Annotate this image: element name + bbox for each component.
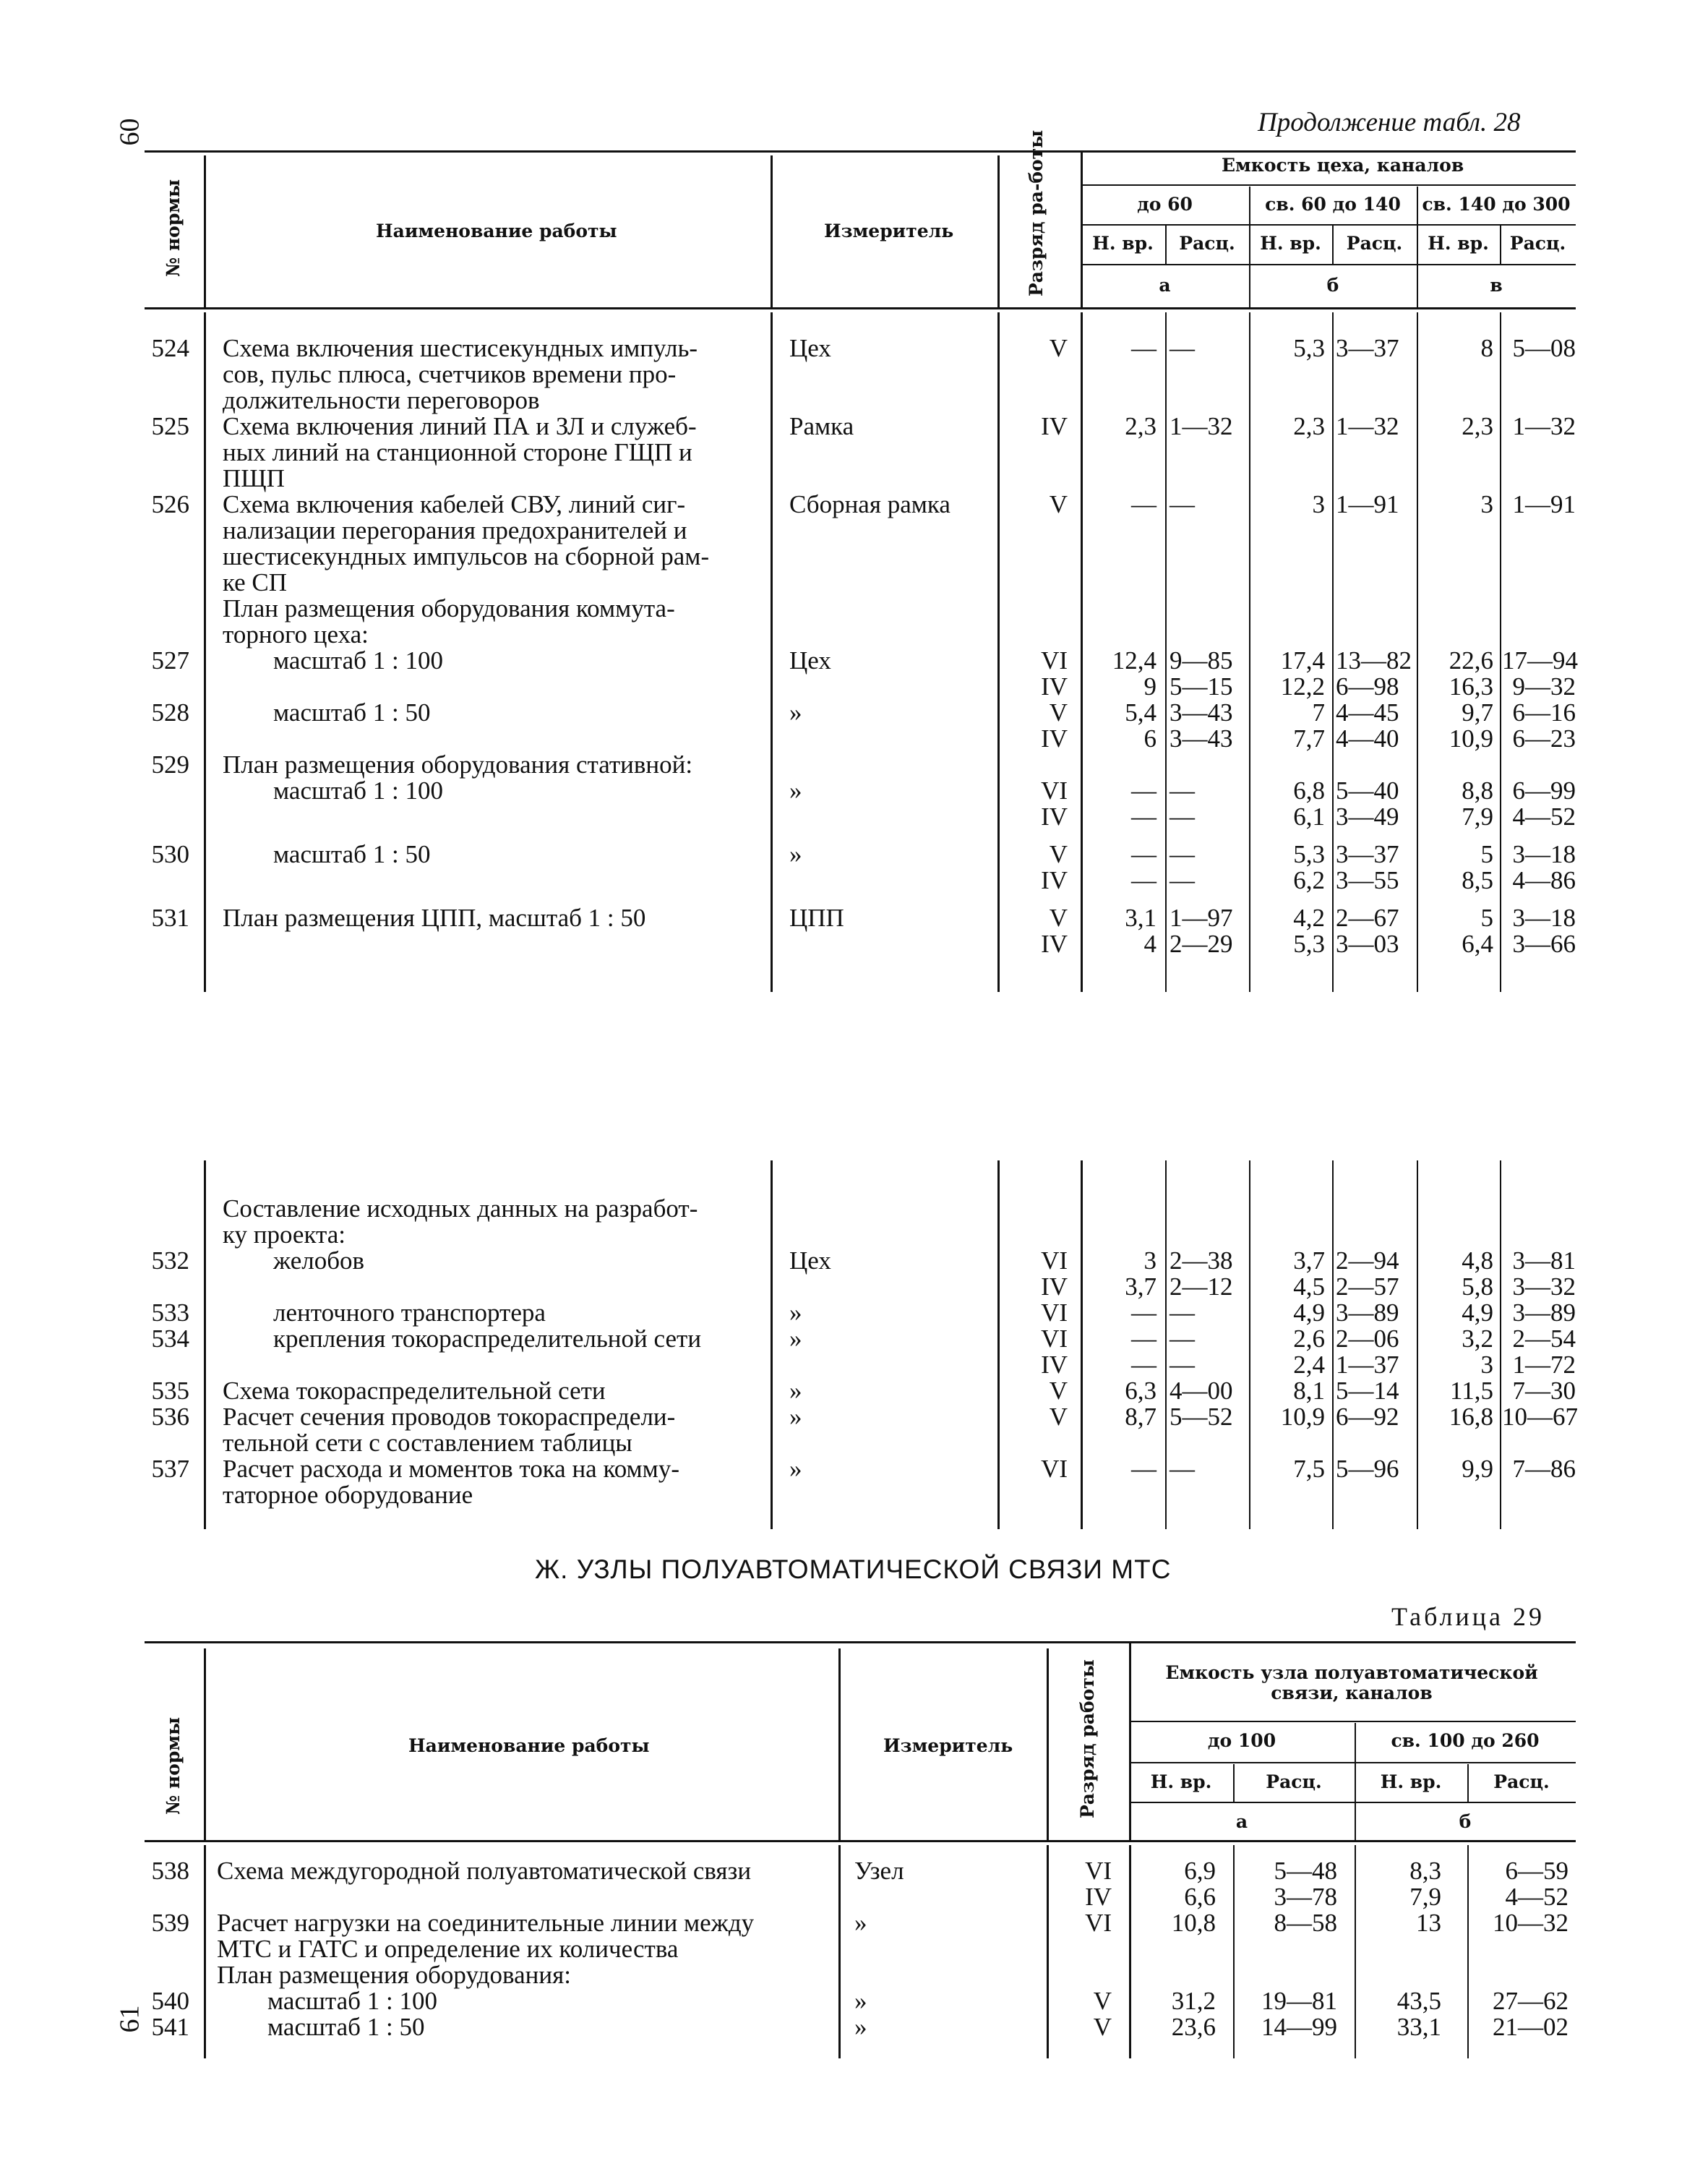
- c-rate-cell: 10—67: [1502, 1403, 1578, 1431]
- b-rate-cell: 6—98: [1336, 672, 1399, 701]
- norm-number: 530: [151, 840, 189, 868]
- b-rate-cell: 5—96: [1336, 1455, 1399, 1483]
- grade-cell: IV: [1041, 412, 1068, 440]
- subgroup-v-header: в: [1490, 275, 1503, 296]
- unit-cell: Сборная рамка: [789, 490, 950, 518]
- work-name: ке СП: [223, 568, 288, 596]
- c-time-cell: 8: [1480, 334, 1493, 362]
- a-rate-cell: —: [1170, 1351, 1195, 1379]
- norm-number: 541: [151, 2013, 189, 2041]
- work-name: торного цеха:: [223, 620, 369, 649]
- c-rate-cell: 3—89: [1512, 1299, 1576, 1327]
- b-time-cell: 8,3: [1409, 1857, 1441, 1885]
- b-rate-cell: 4—45: [1336, 698, 1399, 727]
- grade-cell: V: [1049, 904, 1068, 932]
- c-rate-cell: 1—72: [1512, 1351, 1576, 1379]
- a-rate-cell: 5—15: [1170, 672, 1233, 701]
- a-time-cell: —: [1131, 777, 1156, 805]
- grade-cell: VI: [1041, 1325, 1068, 1353]
- capacity-header: Емкость узла полуавтоматической связи, каналов: [1165, 1662, 1538, 1703]
- a-rate-cell: 1—97: [1170, 904, 1233, 932]
- b-rate-cell: 4—40: [1336, 724, 1399, 753]
- a-rate-cell: 3—43: [1170, 724, 1233, 753]
- work-name: Схема междугородной полуавтоматической связи: [217, 1857, 752, 1885]
- group-header-1: до 100: [1207, 1730, 1276, 1751]
- rasc-header: Расц.: [1493, 1771, 1550, 1792]
- unit-cell: »: [789, 840, 802, 868]
- c-time-cell: 10,9: [1449, 724, 1493, 753]
- a-time-cell: 10,8: [1171, 1909, 1216, 1937]
- a-time-cell: 2,3: [1125, 412, 1156, 440]
- grade-cell: V: [1049, 698, 1068, 727]
- b-rate-cell: 2—57: [1336, 1272, 1399, 1301]
- c-time-cell: 8,8: [1462, 777, 1493, 805]
- grade-cell: IV: [1041, 724, 1068, 753]
- work-name: масштаб 1 : 50: [273, 840, 431, 868]
- b-rate-cell: 4—52: [1505, 1883, 1568, 1911]
- b-time-cell: 10,9: [1280, 1403, 1325, 1431]
- unit-cell: »: [789, 1299, 802, 1327]
- c-rate-cell: 5—08: [1512, 334, 1576, 362]
- grade-cell: IV: [1041, 1351, 1068, 1379]
- work-name: крепления токораспределительной сети: [273, 1325, 702, 1353]
- norm-number: 532: [151, 1246, 189, 1275]
- subgroup-b-header: б: [1326, 275, 1339, 296]
- grade-cell: V: [1093, 1987, 1112, 2015]
- c-time-cell: 2,3: [1462, 412, 1493, 440]
- unit-cell: »: [789, 1377, 802, 1405]
- grade-cell: V: [1049, 840, 1068, 868]
- a-time-cell: 6,3: [1125, 1377, 1156, 1405]
- norm-number: 533: [151, 1299, 189, 1327]
- b-time-cell: 4,5: [1293, 1272, 1325, 1301]
- a-time-cell: 31,2: [1171, 1987, 1216, 2015]
- b-rate-cell: 3—49: [1336, 803, 1399, 831]
- c-rate-cell: 17—94: [1502, 646, 1578, 675]
- b-time-cell: 6,1: [1293, 803, 1325, 831]
- col-grade-header: Разряд работы: [1077, 1659, 1098, 1818]
- work-name: Расчет расхода и моментов тока на комму-: [223, 1455, 679, 1483]
- rasc-header: Расц.: [1266, 1771, 1322, 1792]
- a-time-cell: 9: [1143, 672, 1156, 701]
- grade-cell: VI: [1085, 1857, 1112, 1885]
- b-time-cell: 8,1: [1293, 1377, 1325, 1405]
- a-time-cell: 6: [1143, 724, 1156, 753]
- b-time-cell: 2,3: [1293, 412, 1325, 440]
- c-time-cell: 16,8: [1449, 1403, 1493, 1431]
- work-name: План размещения ЦПП, масштаб 1 : 50: [223, 904, 646, 932]
- unit-cell: Узел: [854, 1857, 904, 1885]
- unit-cell: »: [854, 2013, 867, 2041]
- c-time-cell: 9,9: [1462, 1455, 1493, 1483]
- a-time-cell: —: [1131, 1325, 1156, 1353]
- c-time-cell: 4,9: [1462, 1299, 1493, 1327]
- norm-number: 540: [151, 1987, 189, 2015]
- c-rate-cell: 1—91: [1512, 490, 1576, 518]
- work-name: Составление исходных данных на разработ-: [223, 1194, 698, 1223]
- work-name: План размещения оборудования:: [217, 1961, 571, 1989]
- b-rate-cell: 2—67: [1336, 904, 1399, 932]
- group-header-2: св. 60 до 140: [1265, 194, 1401, 215]
- a-time-cell: —: [1131, 490, 1156, 518]
- norm-number: 538: [151, 1857, 189, 1885]
- work-name: сов, пульс плюса, счетчиков времени про-: [223, 360, 677, 388]
- work-name: ку проекта:: [223, 1220, 346, 1249]
- c-rate-cell: 2—54: [1512, 1325, 1576, 1353]
- work-name: Расчет сечения проводов токораспредели-: [223, 1403, 676, 1431]
- a-time-cell: 23,6: [1171, 2013, 1216, 2041]
- work-name: должительности переговоров: [223, 386, 540, 414]
- a-time-cell: 8,7: [1125, 1403, 1156, 1431]
- unit-cell: Рамка: [789, 412, 854, 440]
- b-rate-cell: 2—06: [1336, 1325, 1399, 1353]
- work-name: МТС и ГАТС и определение их количества: [217, 1935, 679, 1963]
- c-rate-cell: 6—99: [1512, 777, 1576, 805]
- norm-number: 537: [151, 1455, 189, 1483]
- grade-cell: IV: [1041, 930, 1068, 958]
- subgroup-a-header: а: [1235, 1811, 1248, 1832]
- grade-cell: VI: [1041, 1299, 1068, 1327]
- a-time-cell: —: [1131, 1351, 1156, 1379]
- b-rate-cell: 5—40: [1336, 777, 1399, 805]
- a-rate-cell: 9—85: [1170, 646, 1233, 675]
- grade-cell: IV: [1041, 1272, 1068, 1301]
- b-time-cell: 2,4: [1293, 1351, 1325, 1379]
- work-name: ных линий на станционной стороне ГЩП и: [223, 438, 692, 466]
- page-number-top: 60: [114, 118, 145, 146]
- c-time-cell: 5: [1480, 840, 1493, 868]
- b-time-cell: 5,3: [1293, 930, 1325, 958]
- work-name: тельной сети с составлением таблицы: [223, 1429, 632, 1457]
- b-rate-cell: 3—55: [1336, 866, 1399, 894]
- col-unit-header: Измеритель: [824, 221, 954, 241]
- hvr-header: Н. вр.: [1380, 1771, 1442, 1792]
- unit-cell: Цех: [789, 1246, 831, 1275]
- norm-number: 526: [151, 490, 189, 518]
- unit-cell: »: [854, 1987, 867, 2015]
- a-time-cell: 3: [1143, 1246, 1156, 1275]
- b-time-cell: 13: [1416, 1909, 1441, 1937]
- rasc-header: Расц.: [1346, 233, 1403, 254]
- c-rate-cell: 4—86: [1512, 866, 1576, 894]
- work-name: шестисекундных импульсов на сборной рам-: [223, 542, 710, 570]
- c-time-cell: 11,5: [1450, 1377, 1493, 1405]
- grade-cell: V: [1049, 1403, 1068, 1431]
- b-rate-cell: 1—32: [1336, 412, 1399, 440]
- grade-cell: VI: [1041, 1246, 1068, 1275]
- grade-cell: VI: [1041, 646, 1068, 675]
- a-time-cell: 12,4: [1112, 646, 1156, 675]
- grade-cell: IV: [1085, 1883, 1112, 1911]
- b-time-cell: 6,8: [1293, 777, 1325, 805]
- b-rate-cell: 21—02: [1493, 2013, 1568, 2041]
- norm-number: 529: [151, 750, 189, 779]
- work-name: План размещения оборудования коммута-: [223, 594, 675, 623]
- b-rate-cell: 6—59: [1505, 1857, 1568, 1885]
- a-time-cell: —: [1131, 840, 1156, 868]
- grade-cell: VI: [1041, 1455, 1068, 1483]
- col-grade-header: Разряд ра-боты: [1026, 129, 1047, 296]
- c-time-cell: 8,5: [1462, 866, 1493, 894]
- b-rate-cell: 1—37: [1336, 1351, 1399, 1379]
- norm-number: 539: [151, 1909, 189, 1937]
- hvr-header: Н. вр.: [1260, 233, 1321, 254]
- work-name: План размещения оборудования стативной:: [223, 750, 693, 779]
- grade-cell: V: [1049, 334, 1068, 362]
- hvr-header: Н. вр.: [1428, 233, 1489, 254]
- a-rate-cell: —: [1170, 1325, 1195, 1353]
- c-time-cell: 22,6: [1449, 646, 1493, 675]
- table-29-label: Таблица 29: [1391, 1602, 1545, 1631]
- a-rate-cell: 4—00: [1170, 1377, 1233, 1405]
- grade-cell: V: [1093, 2013, 1112, 2041]
- b-time-cell: 7,5: [1293, 1455, 1325, 1483]
- norm-number: 527: [151, 646, 189, 675]
- subgroup-a-header: а: [1159, 275, 1171, 296]
- work-name: масштаб 1 : 100: [267, 1987, 437, 2015]
- work-name: масштаб 1 : 100: [273, 646, 443, 675]
- a-rate-cell: —: [1170, 803, 1195, 831]
- work-name: ПЩП: [223, 464, 285, 492]
- hvr-header: Н. вр.: [1092, 233, 1154, 254]
- work-name: масштаб 1 : 100: [273, 777, 443, 805]
- c-rate-cell: 3—81: [1512, 1246, 1576, 1275]
- norm-number: 531: [151, 904, 189, 932]
- c-time-cell: 9,7: [1462, 698, 1493, 727]
- c-rate-cell: 3—18: [1512, 840, 1576, 868]
- section-title: Ж. УЗЛЫ ПОЛУАВТОМАТИЧЕСКОЙ СВЯЗИ МТС: [535, 1554, 1172, 1584]
- b-rate-cell: 10—32: [1493, 1909, 1568, 1937]
- norm-number: 524: [151, 334, 189, 362]
- a-rate-cell: 19—81: [1261, 1987, 1337, 2015]
- a-time-cell: 6,9: [1184, 1857, 1216, 1885]
- b-time-cell: 7: [1312, 698, 1325, 727]
- work-name: Схема включения линий ПА и ЗЛ и служеб-: [223, 412, 697, 440]
- norm-number: 535: [151, 1377, 189, 1405]
- b-time-cell: 4,9: [1293, 1299, 1325, 1327]
- unit-cell: ЦПП: [789, 904, 844, 932]
- a-rate-cell: —: [1170, 1455, 1195, 1483]
- unit-cell: »: [789, 1455, 802, 1483]
- b-rate-cell: 2—94: [1336, 1246, 1399, 1275]
- a-rate-cell: 5—52: [1170, 1403, 1233, 1431]
- a-rate-cell: 3—43: [1170, 698, 1233, 727]
- b-time-cell: 6,2: [1293, 866, 1325, 894]
- c-time-cell: 4,8: [1462, 1246, 1493, 1275]
- c-rate-cell: 9—32: [1512, 672, 1576, 701]
- a-time-cell: —: [1131, 803, 1156, 831]
- a-time-cell: —: [1131, 1299, 1156, 1327]
- c-rate-cell: 1—32: [1512, 412, 1576, 440]
- work-name: масштаб 1 : 50: [273, 698, 431, 727]
- rasc-header: Расц.: [1179, 233, 1235, 254]
- c-time-cell: 5: [1480, 904, 1493, 932]
- unit-cell: »: [789, 1325, 802, 1353]
- a-rate-cell: —: [1170, 334, 1195, 362]
- unit-cell: »: [789, 1403, 802, 1431]
- norm-number: 528: [151, 698, 189, 727]
- work-name: Схема включения кабелей СВУ, линий сиг-: [223, 490, 686, 518]
- norm-number: 525: [151, 412, 189, 440]
- b-rate-cell: 3—37: [1336, 334, 1399, 362]
- col-name-header: Наименование работы: [408, 1735, 650, 1756]
- work-name: нализации перегорания предохранителей и: [223, 516, 687, 544]
- c-time-cell: 3: [1480, 490, 1493, 518]
- b-time-cell: 7,9: [1409, 1883, 1441, 1911]
- a-rate-cell: 8—58: [1274, 1909, 1337, 1937]
- a-rate-cell: 2—38: [1170, 1246, 1233, 1275]
- c-rate-cell: 3—32: [1512, 1272, 1576, 1301]
- b-time-cell: 5,3: [1293, 840, 1325, 868]
- capacity-header: Емкость цеха, каналов: [1222, 155, 1464, 176]
- a-rate-cell: —: [1170, 777, 1195, 805]
- grade-cell: V: [1049, 1377, 1068, 1405]
- b-rate-cell: 3—89: [1336, 1299, 1399, 1327]
- b-rate-cell: 6—92: [1336, 1403, 1399, 1431]
- b-rate-cell: 5—14: [1336, 1377, 1399, 1405]
- b-rate-cell: 27—62: [1493, 1987, 1568, 2015]
- b-time-cell: 3,7: [1293, 1246, 1325, 1275]
- grade-cell: IV: [1041, 803, 1068, 831]
- work-name: ленточного транспортера: [273, 1299, 546, 1327]
- c-time-cell: 3,2: [1462, 1325, 1493, 1353]
- unit-cell: »: [854, 1909, 867, 1937]
- b-time-cell: 7,7: [1293, 724, 1325, 753]
- c-time-cell: 6,4: [1462, 930, 1493, 958]
- unit-cell: Цех: [789, 646, 831, 675]
- norm-number: 534: [151, 1325, 189, 1353]
- a-rate-cell: 2—29: [1170, 930, 1233, 958]
- c-rate-cell: 6—23: [1512, 724, 1576, 753]
- grade-cell: VI: [1041, 777, 1068, 805]
- col-norm-header: № нормы: [163, 179, 184, 277]
- grade-cell: VI: [1085, 1909, 1112, 1937]
- a-rate-cell: —: [1170, 866, 1195, 894]
- page-number-bottom: 61: [114, 2005, 145, 2033]
- a-time-cell: 5,4: [1125, 698, 1156, 727]
- a-time-cell: 4: [1143, 930, 1156, 958]
- group-header-2: св. 100 до 260: [1391, 1730, 1540, 1751]
- col-norm-header: № нормы: [163, 1716, 184, 1815]
- a-rate-cell: —: [1170, 840, 1195, 868]
- work-name: желобов: [273, 1246, 365, 1275]
- continuation-caption: Продолжение табл. 28: [1258, 108, 1521, 137]
- b-time-cell: 2,6: [1293, 1325, 1325, 1353]
- col-unit-header: Измеритель: [883, 1735, 1013, 1756]
- b-rate-cell: 1—91: [1336, 490, 1399, 518]
- col-name-header: Наименование работы: [376, 221, 617, 241]
- c-rate-cell: 7—86: [1512, 1455, 1576, 1483]
- c-rate-cell: 7—30: [1512, 1377, 1576, 1405]
- b-rate-cell: 3—03: [1336, 930, 1399, 958]
- a-rate-cell: 3—78: [1274, 1883, 1337, 1911]
- grade-cell: IV: [1041, 672, 1068, 701]
- a-time-cell: —: [1131, 866, 1156, 894]
- b-time-cell: 5,3: [1293, 334, 1325, 362]
- work-name: масштаб 1 : 50: [267, 2013, 425, 2041]
- subgroup-b-header: б: [1459, 1811, 1472, 1832]
- b-time-cell: 17,4: [1280, 646, 1325, 675]
- grade-cell: IV: [1041, 866, 1068, 894]
- grade-cell: V: [1049, 490, 1068, 518]
- norm-number: 536: [151, 1403, 189, 1431]
- group-header-3: св. 140 до 300: [1422, 194, 1571, 215]
- c-time-cell: 5,8: [1462, 1272, 1493, 1301]
- b-time-cell: 43,5: [1396, 1987, 1441, 2015]
- b-rate-cell: 3—37: [1336, 840, 1399, 868]
- work-name: Схема включения шестисекундных импуль-: [223, 334, 698, 362]
- a-time-cell: 3,7: [1125, 1272, 1156, 1301]
- work-name: Расчет нагрузки на соединительные линии между: [217, 1909, 755, 1937]
- unit-cell: »: [789, 777, 802, 805]
- a-rate-cell: 1—32: [1170, 412, 1233, 440]
- a-rate-cell: 5—48: [1274, 1857, 1337, 1885]
- b-rate-cell: 13—82: [1336, 646, 1412, 675]
- c-rate-cell: 3—66: [1512, 930, 1576, 958]
- group-header-1: до 60: [1137, 194, 1193, 215]
- a-time-cell: 3,1: [1125, 904, 1156, 932]
- a-rate-cell: —: [1170, 1299, 1195, 1327]
- rasc-header: Расц.: [1509, 233, 1566, 254]
- c-time-cell: 3: [1480, 1351, 1493, 1379]
- a-time-cell: —: [1131, 334, 1156, 362]
- a-time-cell: —: [1131, 1455, 1156, 1483]
- hvr-header: Н. вр.: [1150, 1771, 1212, 1792]
- a-rate-cell: 14—99: [1261, 2013, 1337, 2041]
- work-name: таторное оборудование: [223, 1481, 473, 1509]
- unit-cell: Цех: [789, 334, 831, 362]
- c-rate-cell: 3—18: [1512, 904, 1576, 932]
- b-time-cell: 4,2: [1293, 904, 1325, 932]
- b-time-cell: 12,2: [1280, 672, 1325, 701]
- c-rate-cell: 4—52: [1512, 803, 1576, 831]
- b-time-cell: 33,1: [1396, 2013, 1441, 2041]
- unit-cell: »: [789, 698, 802, 727]
- c-time-cell: 7,9: [1462, 803, 1493, 831]
- work-name: Схема токораспределительной сети: [223, 1377, 606, 1405]
- c-time-cell: 16,3: [1449, 672, 1493, 701]
- a-time-cell: 6,6: [1184, 1883, 1216, 1911]
- b-time-cell: 3: [1312, 490, 1325, 518]
- c-rate-cell: 6—16: [1512, 698, 1576, 727]
- a-rate-cell: —: [1170, 490, 1195, 518]
- a-rate-cell: 2—12: [1170, 1272, 1233, 1301]
